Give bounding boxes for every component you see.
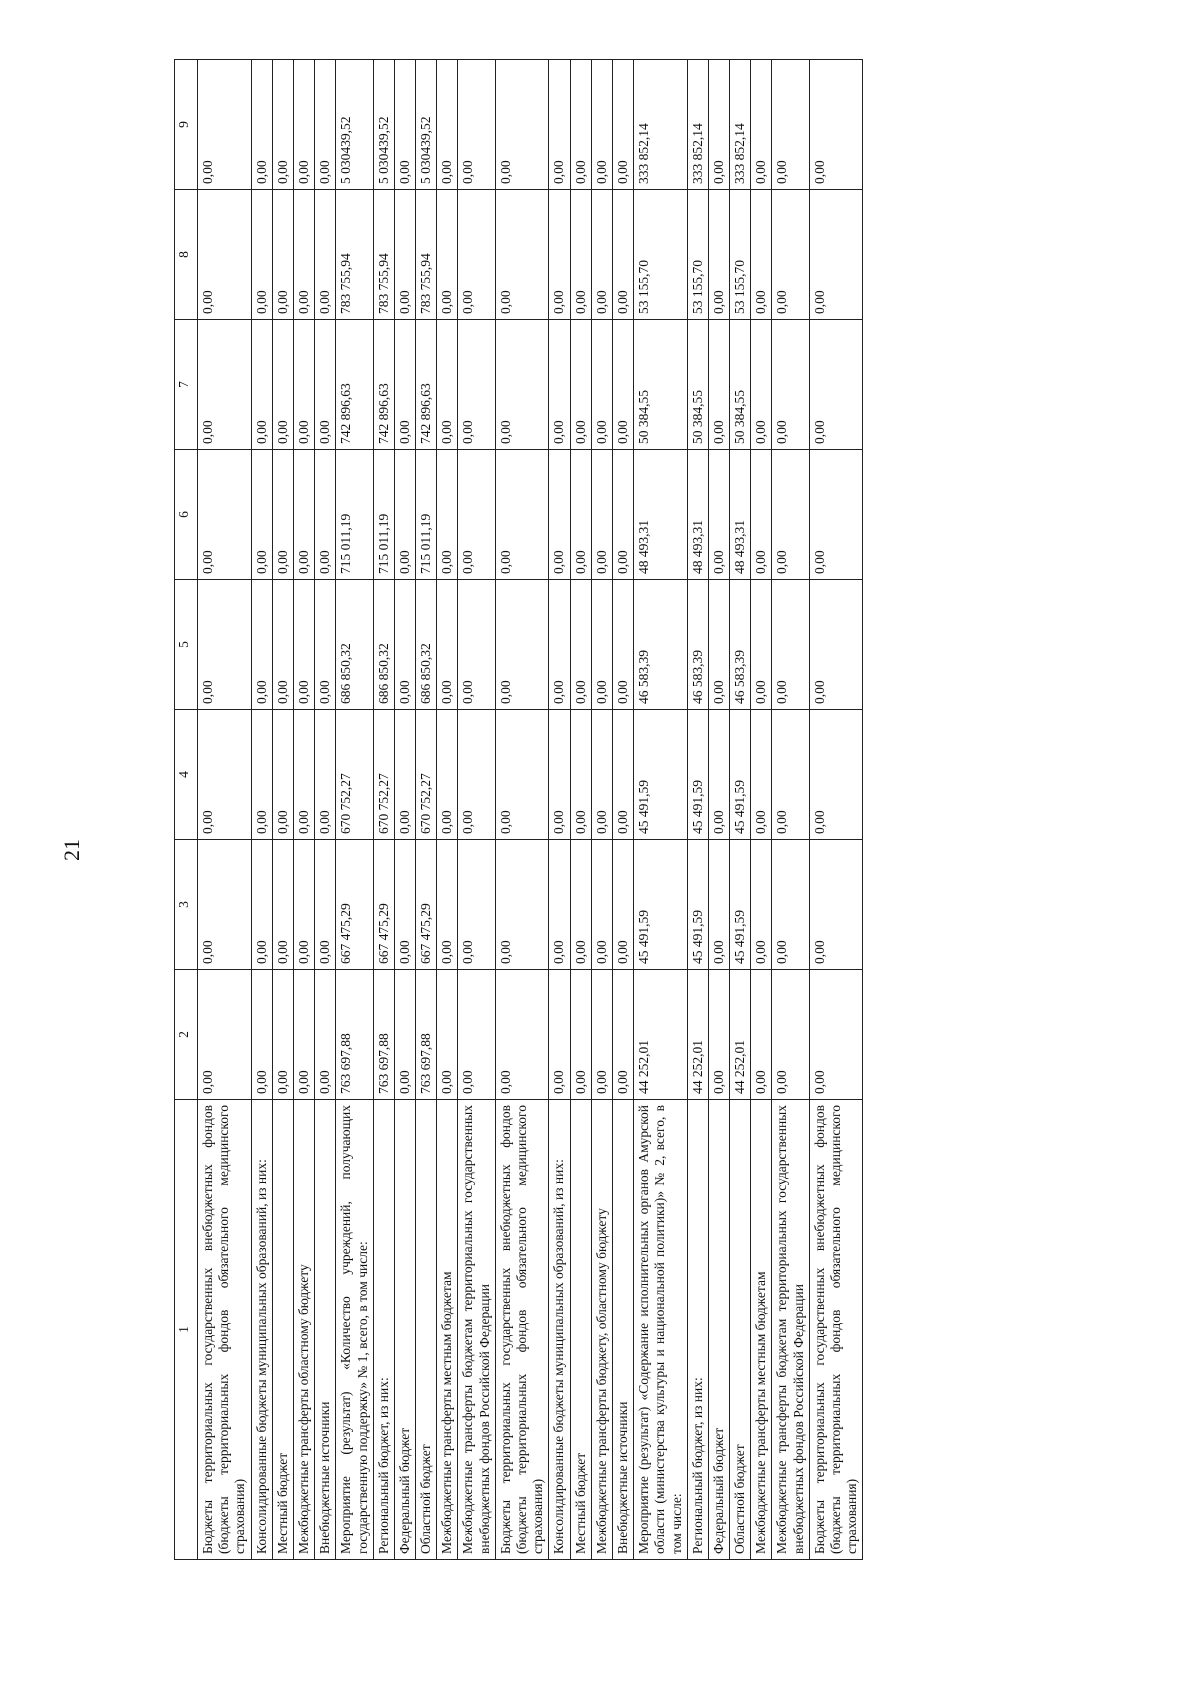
- value-cell: 0,00: [198, 710, 252, 840]
- value-cell: 0,00: [570, 450, 591, 580]
- column-header: 6: [175, 450, 198, 580]
- value-cell: 53 155,70: [730, 190, 751, 320]
- value-cell: 0,00: [495, 840, 549, 970]
- value-cell: 0,00: [293, 450, 314, 580]
- value-cell: 0,00: [272, 450, 293, 580]
- value-cell: 0,00: [591, 710, 612, 840]
- value-cell: 0,00: [272, 840, 293, 970]
- value-cell: 742 896,63: [416, 320, 437, 450]
- value-cell: 0,00: [251, 710, 272, 840]
- value-cell: 0,00: [198, 190, 252, 320]
- value-cell: 0,00: [315, 320, 336, 450]
- value-cell: 0,00: [394, 840, 415, 970]
- value-cell: 45 491,59: [730, 710, 751, 840]
- table-row: [570, 60, 591, 1560]
- table-row: [687, 60, 708, 1560]
- budget-table: [174, 59, 863, 1560]
- row-label: Бюджеты территориальных государственных внебюджетных фондов (бюджеты территориальных фондов обязательного медицинского страхования): [198, 1100, 252, 1560]
- table-container: [174, 60, 1074, 1560]
- value-cell: 0,00: [315, 580, 336, 710]
- value-cell: 783 755,94: [336, 190, 373, 320]
- value-cell: 783 755,94: [373, 190, 394, 320]
- value-cell: 0,00: [293, 840, 314, 970]
- value-cell: 0,00: [591, 970, 612, 1100]
- value-cell: 0,00: [394, 970, 415, 1100]
- value-cell: 0,00: [437, 60, 458, 190]
- value-cell: 0,00: [315, 450, 336, 580]
- value-cell: 0,00: [612, 580, 633, 710]
- value-cell: 686 850,32: [416, 580, 437, 710]
- table-row: [336, 60, 373, 1560]
- value-cell: 0,00: [570, 970, 591, 1100]
- row-label: Внебюджетные источники: [315, 1100, 336, 1560]
- value-cell: 0,00: [458, 450, 495, 580]
- value-cell: 0,00: [272, 320, 293, 450]
- row-label: Межбюджетные трансферты бюджету, областному бюджету: [591, 1100, 612, 1560]
- value-cell: 0,00: [315, 840, 336, 970]
- value-cell: 715 011,19: [416, 450, 437, 580]
- value-cell: 48 493,31: [687, 450, 708, 580]
- value-cell: 0,00: [394, 190, 415, 320]
- value-cell: 0,00: [751, 450, 772, 580]
- table-row: [612, 60, 633, 1560]
- value-cell: 0,00: [495, 320, 549, 450]
- value-cell: 0,00: [549, 320, 570, 450]
- value-cell: 0,00: [272, 190, 293, 320]
- table-row: [416, 60, 437, 1560]
- row-label: Мероприятие (результат) «Количество учреждений, получающих государственную поддержку» № 1, всего, в том числе:: [336, 1100, 373, 1560]
- value-cell: 0,00: [458, 580, 495, 710]
- table-row: [634, 60, 688, 1560]
- value-cell: 0,00: [495, 190, 549, 320]
- row-label: Консолидированные бюджеты муниципальных образований, из них:: [549, 1100, 570, 1560]
- value-cell: 0,00: [751, 580, 772, 710]
- value-cell: 46 583,39: [730, 580, 751, 710]
- value-cell: 0,00: [708, 840, 729, 970]
- value-cell: 0,00: [708, 60, 729, 190]
- table-row: [251, 60, 272, 1560]
- value-cell: 0,00: [251, 970, 272, 1100]
- value-cell: 45 491,59: [730, 840, 751, 970]
- table-row: [549, 60, 570, 1560]
- value-cell: 0,00: [495, 970, 549, 1100]
- row-label: Федеральный бюджет: [394, 1100, 415, 1560]
- table-row: [437, 60, 458, 1560]
- value-cell: 0,00: [570, 60, 591, 190]
- value-cell: 0,00: [591, 320, 612, 450]
- table-row: [772, 60, 809, 1560]
- value-cell: 46 583,39: [634, 580, 688, 710]
- row-label: Федеральный бюджет: [708, 1100, 729, 1560]
- value-cell: 0,00: [772, 190, 809, 320]
- table-row: [730, 60, 751, 1560]
- value-cell: 0,00: [198, 840, 252, 970]
- value-cell: 0,00: [570, 840, 591, 970]
- value-cell: 0,00: [809, 450, 863, 580]
- value-cell: 0,00: [570, 710, 591, 840]
- value-cell: 0,00: [198, 970, 252, 1100]
- value-cell: 5 030439,52: [336, 60, 373, 190]
- value-cell: 50 384,55: [634, 320, 688, 450]
- value-cell: 0,00: [437, 840, 458, 970]
- value-cell: 670 752,27: [336, 710, 373, 840]
- value-cell: 50 384,55: [730, 320, 751, 450]
- value-cell: 0,00: [612, 190, 633, 320]
- value-cell: 333 852,14: [730, 60, 751, 190]
- value-cell: 53 155,70: [634, 190, 688, 320]
- value-cell: 0,00: [198, 320, 252, 450]
- table-row: [708, 60, 729, 1560]
- value-cell: 0,00: [549, 710, 570, 840]
- value-cell: 0,00: [591, 450, 612, 580]
- value-cell: 0,00: [549, 60, 570, 190]
- value-cell: 45 491,59: [634, 840, 688, 970]
- column-header: 7: [175, 320, 198, 450]
- table-row: [315, 60, 336, 1560]
- value-cell: 715 011,19: [336, 450, 373, 580]
- row-label: Внебюджетные источники: [612, 1100, 633, 1560]
- row-label: Межбюджетные трансферты областному бюджету: [293, 1100, 314, 1560]
- value-cell: 0,00: [293, 320, 314, 450]
- value-cell: 0,00: [549, 580, 570, 710]
- value-cell: 0,00: [708, 320, 729, 450]
- row-label: Консолидированные бюджеты муниципальных образований, из них:: [251, 1100, 272, 1560]
- value-cell: 53 155,70: [687, 190, 708, 320]
- column-header: 2: [175, 970, 198, 1100]
- value-cell: 0,00: [315, 60, 336, 190]
- value-cell: 0,00: [293, 580, 314, 710]
- value-cell: 742 896,63: [336, 320, 373, 450]
- value-cell: 0,00: [458, 60, 495, 190]
- value-cell: 0,00: [591, 190, 612, 320]
- value-cell: 45 491,59: [687, 840, 708, 970]
- value-cell: 0,00: [394, 320, 415, 450]
- value-cell: 0,00: [809, 580, 863, 710]
- row-label: Мероприятие (результат) «Содержание исполнительных органов Амурской области (министерства культуры и национальной политики)» № 2, всего, в том числе:: [634, 1100, 688, 1560]
- value-cell: 0,00: [772, 840, 809, 970]
- value-cell: 0,00: [495, 580, 549, 710]
- value-cell: 0,00: [458, 970, 495, 1100]
- value-cell: 0,00: [549, 190, 570, 320]
- page-number: 21: [59, 839, 84, 861]
- value-cell: 0,00: [751, 710, 772, 840]
- value-cell: 0,00: [198, 60, 252, 190]
- value-cell: 0,00: [772, 580, 809, 710]
- value-cell: 0,00: [612, 450, 633, 580]
- value-cell: 686 850,32: [336, 580, 373, 710]
- value-cell: 763 697,88: [416, 970, 437, 1100]
- value-cell: 667 475,29: [373, 840, 394, 970]
- value-cell: 0,00: [751, 60, 772, 190]
- value-cell: 0,00: [272, 710, 293, 840]
- value-cell: 0,00: [809, 190, 863, 320]
- value-cell: 0,00: [708, 710, 729, 840]
- value-cell: 44 252,01: [730, 970, 751, 1100]
- row-label: Областной бюджет: [730, 1100, 751, 1560]
- value-cell: 5 030439,52: [373, 60, 394, 190]
- value-cell: 0,00: [809, 320, 863, 450]
- value-cell: 0,00: [272, 580, 293, 710]
- column-header: 9: [175, 60, 198, 190]
- row-label: Межбюджетные трансферты бюджетам территориальных государственных внебюджетных фондов Российской Федерации: [772, 1100, 809, 1560]
- value-cell: 0,00: [251, 320, 272, 450]
- value-cell: 0,00: [293, 190, 314, 320]
- column-header: 5: [175, 580, 198, 710]
- value-cell: 0,00: [751, 190, 772, 320]
- row-label: Региональный бюджет, из них:: [687, 1100, 708, 1560]
- value-cell: 0,00: [612, 970, 633, 1100]
- value-cell: 0,00: [437, 710, 458, 840]
- value-cell: 0,00: [809, 970, 863, 1100]
- value-cell: 763 697,88: [336, 970, 373, 1100]
- value-cell: 0,00: [549, 450, 570, 580]
- table-row: [591, 60, 612, 1560]
- value-cell: 0,00: [458, 840, 495, 970]
- value-cell: 0,00: [708, 970, 729, 1100]
- column-header: 4: [175, 710, 198, 840]
- value-cell: 0,00: [570, 320, 591, 450]
- table-row: [198, 60, 252, 1560]
- value-cell: 0,00: [612, 840, 633, 970]
- value-cell: 0,00: [458, 320, 495, 450]
- value-cell: 0,00: [772, 970, 809, 1100]
- row-label: Межбюджетные трансферты местным бюджетам: [751, 1100, 772, 1560]
- row-label: Местный бюджет: [570, 1100, 591, 1560]
- column-header: 1: [175, 1100, 198, 1560]
- value-cell: 0,00: [272, 970, 293, 1100]
- row-label: Бюджеты территориальных государственных внебюджетных фондов (бюджеты территориальных фондов обязательного медицинского страхования): [809, 1100, 863, 1560]
- value-cell: 763 697,88: [373, 970, 394, 1100]
- value-cell: 0,00: [394, 710, 415, 840]
- value-cell: 48 493,31: [730, 450, 751, 580]
- value-cell: 5 030439,52: [416, 60, 437, 190]
- value-cell: 783 755,94: [416, 190, 437, 320]
- value-cell: 0,00: [495, 710, 549, 840]
- value-cell: 0,00: [708, 580, 729, 710]
- value-cell: 0,00: [198, 450, 252, 580]
- value-cell: 333 852,14: [634, 60, 688, 190]
- value-cell: 0,00: [549, 840, 570, 970]
- value-cell: 0,00: [591, 580, 612, 710]
- table-row: [272, 60, 293, 1560]
- value-cell: 0,00: [570, 580, 591, 710]
- table-row: [751, 60, 772, 1560]
- value-cell: 686 850,32: [373, 580, 394, 710]
- value-cell: 0,00: [591, 60, 612, 190]
- value-cell: 0,00: [612, 320, 633, 450]
- value-cell: 0,00: [708, 190, 729, 320]
- value-cell: 0,00: [458, 190, 495, 320]
- value-cell: 0,00: [315, 190, 336, 320]
- value-cell: 0,00: [293, 710, 314, 840]
- value-cell: 0,00: [437, 580, 458, 710]
- value-cell: 0,00: [809, 710, 863, 840]
- value-cell: 0,00: [772, 450, 809, 580]
- row-label: Бюджеты территориальных государственных внебюджетных фондов (бюджеты территориальных фондов обязательного медицинского страхования): [495, 1100, 549, 1560]
- value-cell: 0,00: [272, 60, 293, 190]
- value-cell: 48 493,31: [634, 450, 688, 580]
- value-cell: 0,00: [437, 450, 458, 580]
- value-cell: 715 011,19: [373, 450, 394, 580]
- value-cell: 0,00: [612, 710, 633, 840]
- value-cell: 0,00: [809, 840, 863, 970]
- value-cell: 0,00: [809, 60, 863, 190]
- row-label: Местный бюджет: [272, 1100, 293, 1560]
- value-cell: 0,00: [437, 190, 458, 320]
- table-row: [293, 60, 314, 1560]
- value-cell: 44 252,01: [634, 970, 688, 1100]
- value-cell: 44 252,01: [687, 970, 708, 1100]
- value-cell: 0,00: [251, 580, 272, 710]
- value-cell: 0,00: [708, 450, 729, 580]
- column-header: 3: [175, 840, 198, 970]
- value-cell: 0,00: [772, 320, 809, 450]
- value-cell: 0,00: [437, 320, 458, 450]
- value-cell: 333 852,14: [687, 60, 708, 190]
- value-cell: 667 475,29: [336, 840, 373, 970]
- value-cell: 50 384,55: [687, 320, 708, 450]
- value-cell: 0,00: [495, 60, 549, 190]
- value-cell: 670 752,27: [416, 710, 437, 840]
- row-label: Межбюджетные трансферты бюджетам территориальных государственных внебюджетных фондов Российской Федерации: [458, 1100, 495, 1560]
- table-header-row: [175, 60, 198, 1560]
- column-header: 8: [175, 190, 198, 320]
- value-cell: 0,00: [251, 60, 272, 190]
- table-row: [495, 60, 549, 1560]
- value-cell: 45 491,59: [634, 710, 688, 840]
- value-cell: 742 896,63: [373, 320, 394, 450]
- value-cell: 0,00: [198, 580, 252, 710]
- value-cell: 0,00: [751, 320, 772, 450]
- value-cell: 0,00: [495, 450, 549, 580]
- value-cell: 0,00: [549, 970, 570, 1100]
- value-cell: 0,00: [394, 450, 415, 580]
- value-cell: 0,00: [591, 840, 612, 970]
- table-row: [394, 60, 415, 1560]
- value-cell: 45 491,59: [687, 710, 708, 840]
- table-row: [458, 60, 495, 1560]
- value-cell: 46 583,39: [687, 580, 708, 710]
- value-cell: 667 475,29: [416, 840, 437, 970]
- value-cell: 0,00: [394, 580, 415, 710]
- value-cell: 0,00: [394, 60, 415, 190]
- value-cell: 0,00: [751, 970, 772, 1100]
- value-cell: 0,00: [293, 60, 314, 190]
- row-label: Региональный бюджет, из них:: [373, 1100, 394, 1560]
- value-cell: 0,00: [315, 970, 336, 1100]
- value-cell: 0,00: [437, 970, 458, 1100]
- row-label: Межбюджетные трансферты местным бюджетам: [437, 1100, 458, 1560]
- value-cell: 670 752,27: [373, 710, 394, 840]
- value-cell: 0,00: [251, 450, 272, 580]
- value-cell: 0,00: [458, 710, 495, 840]
- table-row: [373, 60, 394, 1560]
- value-cell: 0,00: [612, 60, 633, 190]
- value-cell: 0,00: [293, 970, 314, 1100]
- value-cell: 0,00: [251, 190, 272, 320]
- value-cell: 0,00: [772, 60, 809, 190]
- value-cell: 0,00: [751, 840, 772, 970]
- table-row: [809, 60, 863, 1560]
- row-label: Областной бюджет: [416, 1100, 437, 1560]
- value-cell: 0,00: [570, 190, 591, 320]
- value-cell: 0,00: [251, 840, 272, 970]
- value-cell: 0,00: [772, 710, 809, 840]
- value-cell: 0,00: [315, 710, 336, 840]
